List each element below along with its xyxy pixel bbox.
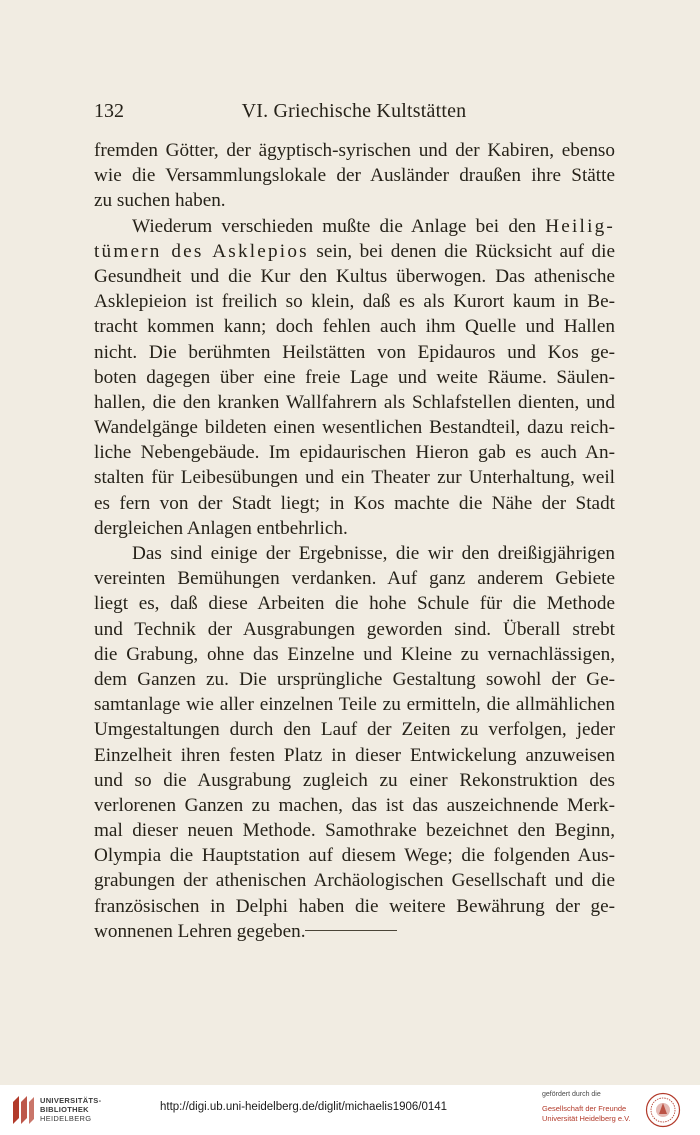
text-line: die Grabung, ohne das Einzelne und Kleine zu vernachlässigen, (94, 643, 615, 665)
page-number: 132 (94, 100, 124, 122)
text-line: Das sind einige der Ergebnisse, die wir den dreißigjährigen (132, 543, 615, 564)
body-text (94, 138, 615, 944)
text-line: und so die Ausgrabung zugleich zu einer Rekonstruktion des (94, 769, 615, 791)
text-line: vereinten Bemühungen verdanken. Auf ganz anderem Gebiete (94, 568, 615, 590)
library-name-line: BIBLIOTHEK (40, 1105, 89, 1114)
text-line: Wandelgänge bildeten einen wesentlichen Bestandteil, dazu reich- (94, 417, 615, 439)
library-name-line: HEIDELBERG (40, 1114, 92, 1123)
library-logo-icon (10, 1093, 36, 1127)
page-header (94, 100, 614, 124)
text-line: wonnenen Lehren gegeben. (94, 920, 306, 942)
text-line: nicht. Die berühmten Heilstätten von Epidauros und Kos ge- (94, 341, 615, 363)
society-name (542, 1104, 631, 1123)
end-rule (305, 930, 397, 931)
text-line: stalten für Leibesübungen und ein Theater zur Unterhaltung, weil (94, 467, 615, 489)
digitization-footer (0, 1085, 700, 1135)
text-line: liegt es, daß diese Arbeiten die hohe Schule für die Methode (94, 593, 615, 615)
text-line: zu suchen haben. (94, 190, 226, 212)
text-line: Umgestaltungen durch den Lauf der Zeiten zu verfolgen, jeder (94, 719, 615, 741)
funded-by-label: gefördert durch die (542, 1091, 601, 1098)
text-line: Gesundheit und die Kur den Kultus überwogen. Das athenische (94, 265, 615, 287)
text-line: boten dagegen über eine freie Lage und weite Räume. Säulen- (94, 366, 615, 388)
text-line: Einzelheit ihren festen Platz in dieser Entwickelung anzuweisen (94, 744, 615, 766)
library-name (40, 1096, 101, 1123)
text-line: französischen in Delphi haben die weitere Bewährung der ge- (94, 895, 615, 917)
text-line: verlorenen Ganzen zu machen, das ist das auszeichnende Merk- (94, 794, 615, 816)
text-line: tracht kommen kann; doch fehlen auch ihm Quelle und Hallen (94, 316, 615, 338)
society-name-line: Gesellschaft der Freunde (542, 1104, 627, 1113)
running-head: VI. Griechische Kultstätten (241, 100, 467, 122)
emphasized-text: Heilig- (545, 215, 615, 237)
text-line: und Technik der Ausgrabungen geworden sind. Überall strebt (94, 618, 615, 640)
library-name-line: UNIVERSITÄTS- (40, 1096, 102, 1105)
text-line: samtanlage wie aller einzelnen Teile zu ermitteln, die allmählichen (94, 694, 615, 716)
text-line: Olympia die Hauptstation auf diesem Wege; die folgenden Aus- (94, 845, 615, 867)
text-line: fremden Götter, der ägyptisch-syrischen und der Kabiren, ebenso (94, 140, 615, 161)
text-line: Asklepieion ist freilich so klein, daß es als Kurort kaum in Be- (94, 291, 615, 313)
text-run: Wiederum verschieden mußte die Anlage bei den (132, 215, 546, 237)
emphasized-text: tümern des Asklepios (94, 240, 309, 262)
text-line: es fern von der Stadt liegt; in Kos machte die Nähe der Stadt (94, 492, 615, 514)
text-line: dergleichen Anlagen entbehrlich. (94, 517, 348, 539)
text-line: hallen, die den kranken Wallfahrern als Schlafstellen dienten, und (94, 391, 615, 413)
permalink-url[interactable]: http://digi.ub.uni-heidelberg.de/diglit/michaelis1906/0141 (160, 1101, 448, 1113)
text-line: mal dieser neuen Methode. Samothrake bezeichnet den Beginn, (94, 820, 615, 842)
text-line: grabungen der athenischen Archäologischen Gesellschaft und die (94, 870, 615, 892)
text-line: dem Ganzen zu. Die ursprüngliche Gestaltung sowohl der Ge- (94, 668, 615, 690)
text-line: liche Nebengebäude. Im epidaurischen Hieron gab es auch An- (94, 442, 615, 464)
text-run: sein, bei denen die Rücksicht auf die (308, 240, 615, 262)
text-line: wie die Versammlungslokale der Ausländer draußen ihre Stätte (94, 165, 615, 187)
text-line (94, 239, 615, 264)
text-line (94, 214, 615, 239)
society-name-line: Universität Heidelberg e.V. (542, 1113, 631, 1123)
university-seal-icon (645, 1092, 681, 1128)
